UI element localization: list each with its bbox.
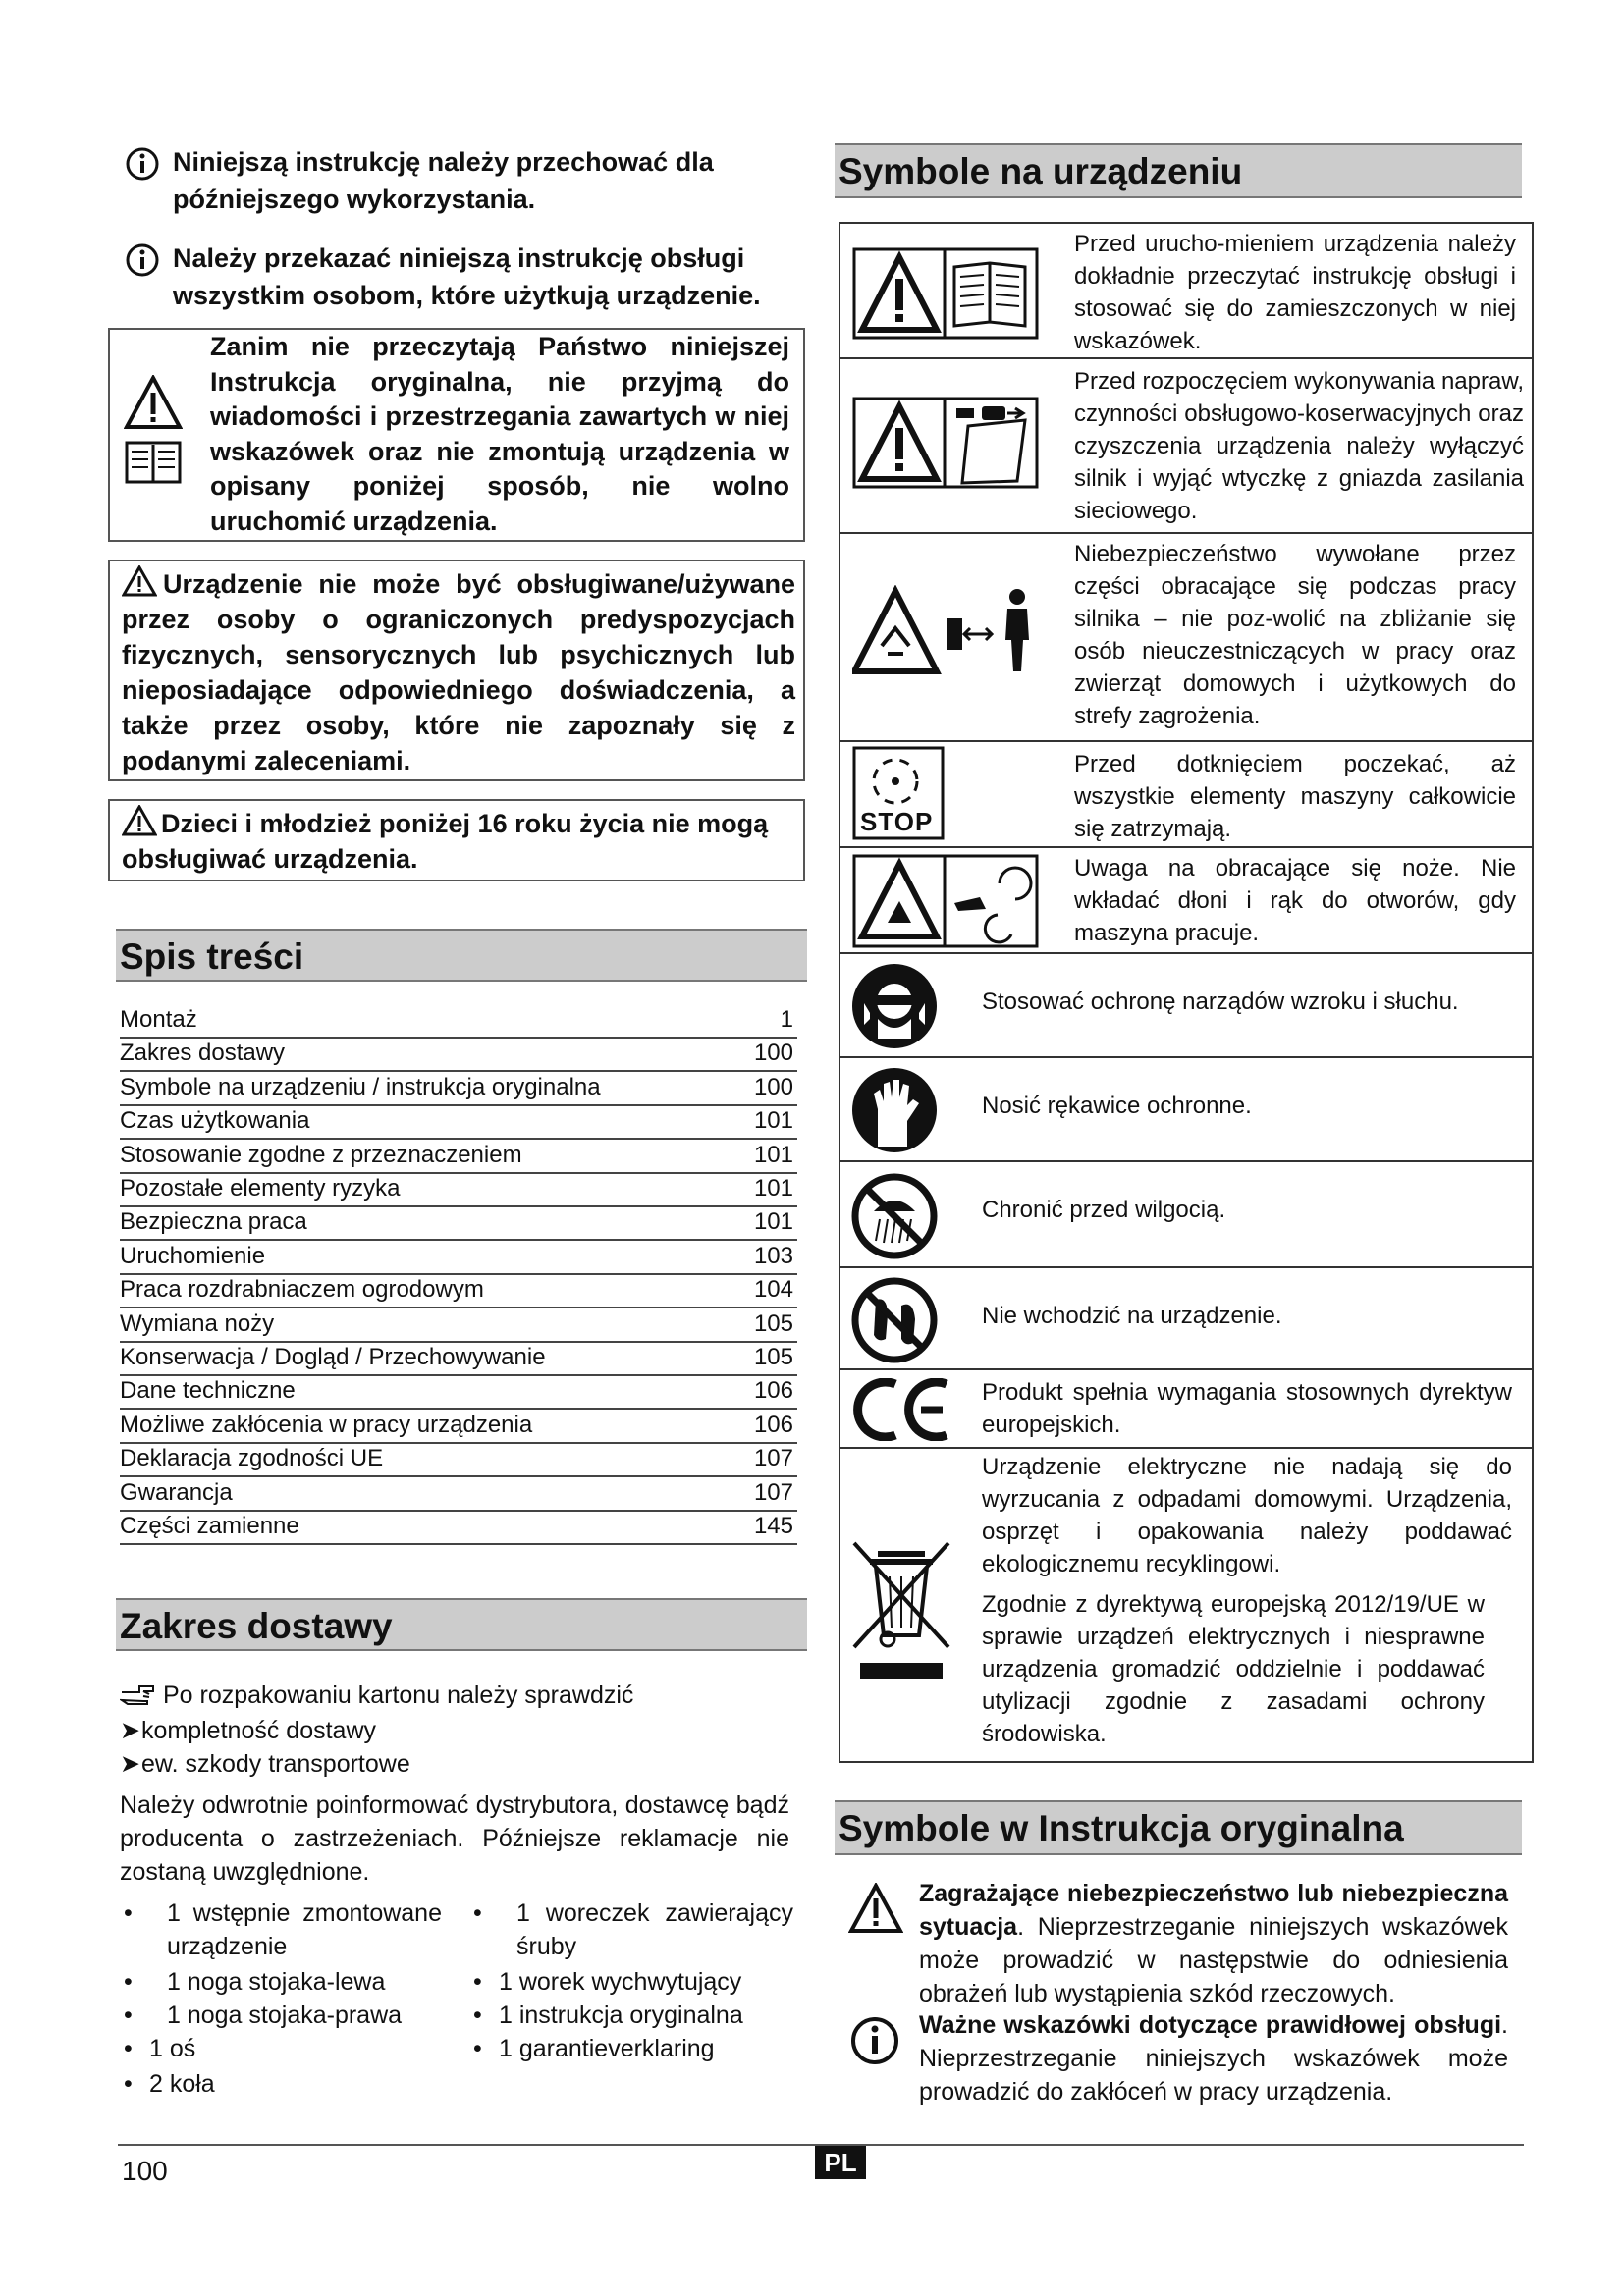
keep-distance-icons [852, 585, 1039, 679]
toc-row [120, 1071, 797, 1106]
weee-description-1: Urządzenie elektryczne nie nadają się do wyrzucania z odpadami domowymi. Urządzenia, osprzęt i opakowania należy poddawać ekologicznemu recyklingowi. [982, 1454, 1512, 1577]
symbol-description: Niebezpieczeństwo wywołane przez części obracające się podczas pracy silnika – nie poz-wolić na zbliżanie się osób nieuczestniczących w pracy oraz zwierząt domowych i użytkowych do strefy zagrożenia. [1074, 541, 1516, 729]
toc-page: 101 [753, 1208, 793, 1236]
toc-page: 101 [753, 1175, 793, 1201]
symbol-description: Produkt spełnia wymagania stosownych dyrektyw europejskich. [982, 1379, 1512, 1438]
list-item: • 1 instrukcja oryginalna [473, 2002, 743, 2029]
weee-bin-icon [850, 1537, 952, 1684]
delivery-notice: Należy odwrotnie poinformować dystrybutora, dostawcę bądź producenta o zastrzeżeniach. Późniejsze reklamacje nie zostaną uwzględnione. [120, 1791, 789, 1886]
info-icon [126, 243, 159, 277]
toc-row [120, 1409, 797, 1444]
list-item: • 1 wstępnie zmontowane urządzenie [124, 1899, 442, 1960]
toc-row [120, 1510, 797, 1545]
list-item: • 2 koła [124, 2070, 215, 2098]
symbol-description: Uwaga na obracające się noże. Nie wkładać dłoni i rąk do otworów, gdy maszyna pracuje. [1074, 855, 1516, 946]
symbol-row [840, 1370, 1534, 1449]
toc-row [120, 1442, 797, 1477]
restriction-box-text: Urządzenie nie może być obsługiwane/używane przez osoby o ograniczonych predyspozycjach fizycznych, sensorycznych lub psychicznych lub nieposiadające odpowiedniego doświadczenia, a także przez osoby, które nie zapoznały się z podanymi zaleceniami. [122, 565, 795, 778]
toc-label: Dane techniczne [120, 1377, 296, 1405]
toc-label: Konserwacja / Dogląd / Przechowywanie [120, 1344, 546, 1370]
symbol-description: Stosować ochronę narządów wzroku i słuchu. [982, 988, 1459, 1015]
symbol-description: Chronić przed wilgocią. [982, 1197, 1226, 1223]
toc-page: 101 [753, 1141, 793, 1168]
toc-row [120, 1476, 797, 1512]
eye-ear-protection-icon [850, 962, 939, 1050]
list-item: • 1 woreczek zawierający śruby [473, 1899, 793, 1960]
list-item: • 1 noga stojaka-prawa [124, 2002, 403, 2029]
toc-row [120, 1240, 797, 1275]
toc-label: Stosowanie zgodne z przeznaczeniem [120, 1141, 522, 1168]
symbol-row [840, 1268, 1534, 1370]
stop-label: STOP [860, 807, 934, 836]
toc-row [120, 1172, 797, 1207]
symbols-device-heading: Symbole na urządzeniu [835, 143, 1522, 198]
info-icon [850, 2016, 899, 2065]
symbol-description: Przed dotknięciem poczekać, aż wszystkie elementy maszyny całkowicie się zatrzymają. [1074, 751, 1516, 842]
warning-box-text: Zanim nie przeczytają Państwo niniejszej Instrukcja oryginalna, nie przyjmą do wiadomości i przestrzegania zawartych w niej wskazówek oraz nie zmontują urządzenia w opisany poniżej sposób, nie wolno uruchomić urządzenia. [210, 332, 789, 536]
delivery-heading: Zakres dostawy [116, 1598, 807, 1651]
gloves-icon [850, 1066, 939, 1154]
symbol-row [840, 534, 1534, 742]
info-explanation: Ważne wskazówki dotyczące prawidłowej obsługi. Nieprzestrzeganie niniejszych wskazówek może prowadzić do zakłóceń w pracy urządzenia. [919, 2011, 1508, 2106]
list-item: • 1 garantieverklaring [473, 2035, 715, 2062]
danger-explanation: Zagrażające niebezpieczeństwo lub niebezpieczna sytuacja. Nieprzestrzeganie niniejszych wskazówek może prowadzić w następstwie do odniesienia obrażeń lub wystąpienia szkód rzeczowych. [919, 1880, 1508, 2007]
toc-row [120, 1308, 797, 1343]
toc-label: Wymiana noży [120, 1309, 275, 1337]
toc-page: 107 [753, 1445, 793, 1472]
toc-label: Zakres dostawy [120, 1040, 286, 1067]
toc-page: 103 [753, 1242, 793, 1269]
toc-page: 106 [753, 1377, 793, 1405]
symbol-row [840, 1162, 1534, 1268]
warning-triangle-icon [124, 375, 183, 430]
toc-label: Pozostałe elementy ryzyka [120, 1175, 401, 1201]
toc-page: 106 [753, 1411, 793, 1438]
toc-page: 1 [780, 1006, 793, 1033]
toc-row [120, 1139, 797, 1174]
children-box-text: Dzieci i młodzież poniżej 16 roku życia nie mogą obsługiwać urządzenia. [122, 805, 795, 877]
info-note-2: Należy przekazać niniejszą instrukcję obsługi wszystkim osobom, które użytkują urządzenie. [126, 240, 813, 314]
toc-page: 101 [753, 1107, 793, 1135]
symbol-description: Nie wchodzić na urządzenie. [982, 1303, 1282, 1329]
toc-row [120, 1003, 797, 1039]
symbol-row [840, 222, 1534, 359]
list-item: • 1 worek wychwytujący [473, 1968, 742, 1996]
toc-label: Uruchomienie [120, 1242, 266, 1269]
language-badge: PL [815, 2146, 866, 2179]
danger-triangle-icon [848, 1883, 903, 1934]
toc-label: Montaż [120, 1006, 197, 1033]
symbols-manual-heading: Symbole w Instrukcja oryginalna [835, 1800, 1522, 1855]
symbol-description: Przed rozpoczęciem wykonywania napraw, czynności obsługowo-koserwacyjnych oraz czyszczenia urządzenia należy wyłączyć silnik i wyjąć wtyczkę z gniazda zasilania sieciowego. [1074, 368, 1524, 524]
toc-label: Możliwe zakłócenia w pracy urządzenia [120, 1411, 533, 1438]
delivery-intro: Po rozpakowaniu kartonu należy sprawdzić [120, 1679, 633, 1712]
toc-page: 100 [753, 1040, 793, 1067]
do-not-step-icon [850, 1276, 939, 1364]
toc-label: Symbole na urządzeniu / instrukcja oryginalna [120, 1073, 601, 1100]
toc-page: 107 [753, 1478, 793, 1506]
toc-row [120, 1341, 797, 1376]
toc-page: 145 [753, 1513, 793, 1539]
toc-page: 100 [753, 1073, 793, 1100]
symbol-description: Nosić rękawice ochronne. [982, 1093, 1252, 1119]
unplug-before-service-icons [852, 397, 1039, 489]
toc-heading: Spis treści [116, 929, 807, 982]
symbol-row [840, 954, 1534, 1058]
toc-label: Praca rozdrabniaczem ogrodowym [120, 1276, 484, 1304]
toc-row [120, 1205, 797, 1241]
manual-book-icon [124, 440, 183, 485]
list-item: • 1 oś [124, 2035, 196, 2062]
symbol-description: Przed urucho-mieniem urządzenia należy dokładnie przeczytać instrukcję obsługi i stosować się do zamieszczonych w niej wskazówek. [1074, 231, 1516, 354]
rotating-blades-icons [852, 854, 1039, 948]
list-item: ➤ew. szkody transportowe [120, 1750, 410, 1778]
toc-label: Gwarancja [120, 1478, 233, 1506]
toc-label: Części zamienne [120, 1513, 299, 1539]
warning-triangle-icon [122, 805, 157, 836]
toc-row [120, 1037, 797, 1072]
toc-page: 104 [753, 1276, 793, 1304]
ce-mark-icon [852, 1378, 950, 1441]
toc-label: Deklaracja zgodności UE [120, 1445, 384, 1472]
info-note-1: Niniejszą instrukcję należy przechować dla późniejszego wykorzystania. [126, 143, 813, 218]
protect-from-moisture-icon [850, 1172, 939, 1260]
children-box [108, 799, 805, 881]
warning-triangle-icon [122, 565, 157, 597]
read-manual-icons [852, 247, 1039, 340]
toc-label: Czas użytkowania [120, 1107, 310, 1135]
symbol-row [840, 359, 1534, 534]
info-icon [126, 147, 159, 181]
list-item: • 1 noga stojaka-lewa [124, 1968, 386, 1996]
toc-page: 105 [753, 1309, 793, 1337]
toc-label: Bezpieczna praca [120, 1208, 307, 1236]
pointing-hand-icon [120, 1682, 155, 1706]
warning-box [108, 328, 805, 542]
symbol-row [840, 1058, 1534, 1162]
symbol-row [840, 848, 1534, 954]
list-item: ➤kompletność dostawy [120, 1717, 377, 1744]
symbol-row [840, 1449, 1534, 1763]
weee-description-2: Zgodnie z dyrektywą europejską 2012/19/UE w sprawie urządzeń elektrycznych i niesprawne urządzenia gromadzić oddzielnie i poddawać utylizacji zgodnie z zasadami ochrony środowiska. [982, 1591, 1485, 1747]
toc-page: 105 [753, 1344, 793, 1370]
toc-row [120, 1374, 797, 1410]
toc-row [120, 1273, 797, 1308]
symbol-row [840, 742, 1534, 848]
toc-row [120, 1104, 797, 1140]
restriction-box [108, 560, 805, 781]
page-number: 100 [122, 2156, 168, 2186]
